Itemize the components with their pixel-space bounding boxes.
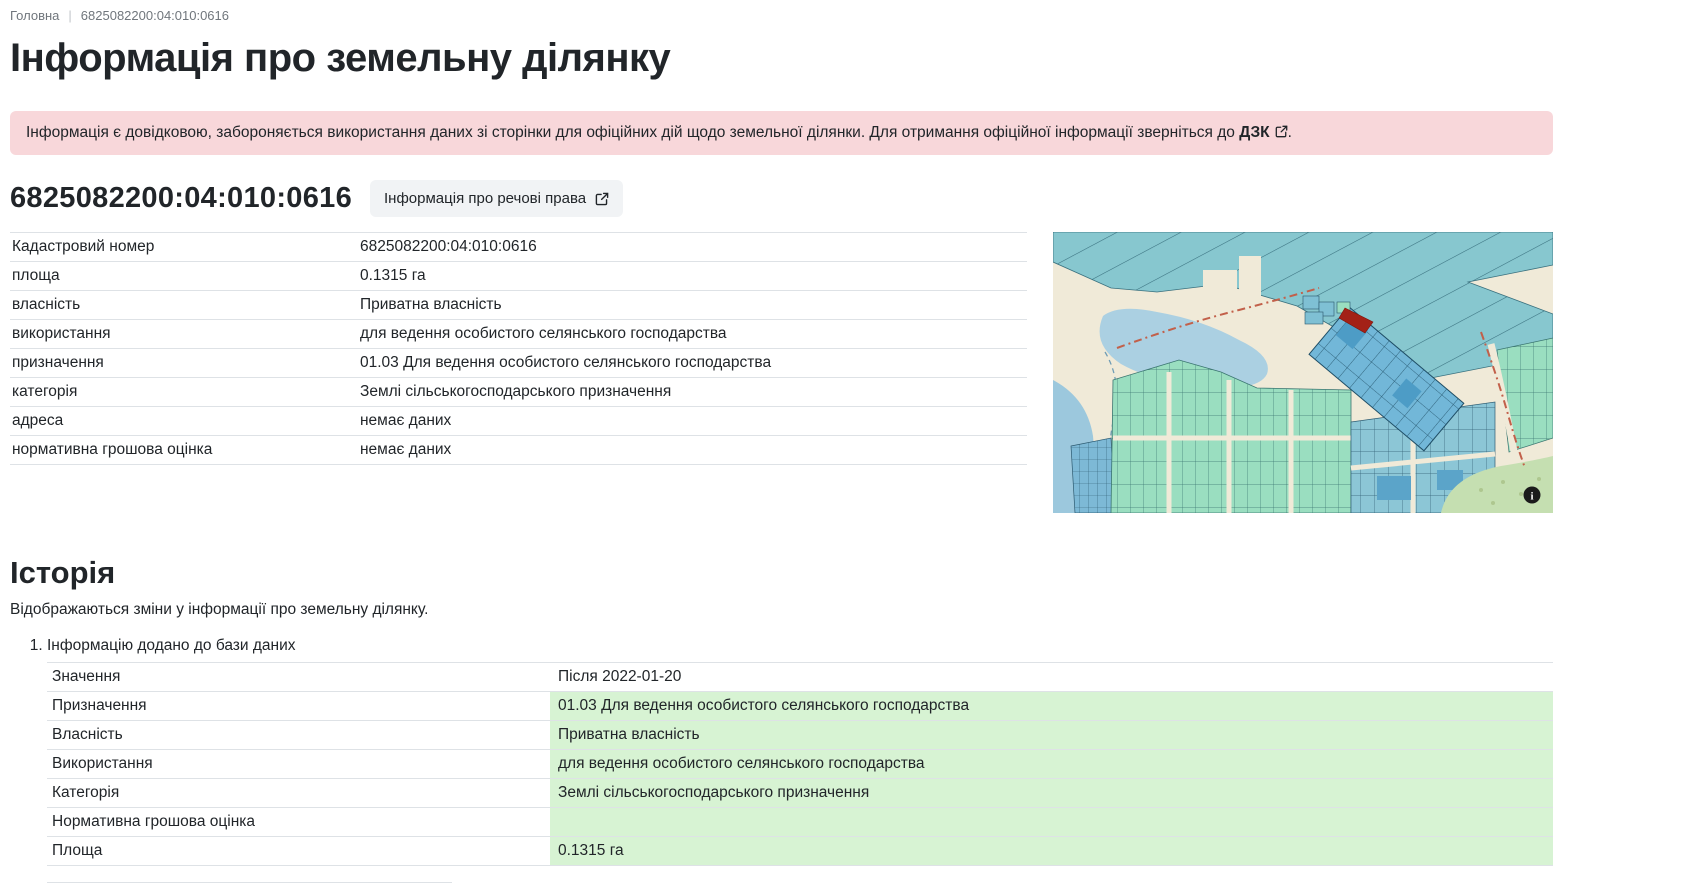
detail-label: призначення — [10, 349, 352, 378]
detail-value: немає даних — [352, 407, 1027, 436]
history-value — [550, 808, 1553, 837]
history-label: Нормативна грошова оцінка — [47, 808, 550, 837]
history-value: 01.03 Для ведення особистого селянського господарства — [550, 692, 1553, 721]
breadcrumb — [10, 8, 1553, 23]
history-value: Після 2022-01-20 — [550, 663, 1553, 692]
map-info-button[interactable] — [1524, 487, 1541, 504]
history-table — [47, 662, 1553, 866]
table-row — [47, 663, 1553, 692]
map-small-blue-parcels — [1071, 438, 1115, 513]
detail-label: адреса — [10, 407, 352, 436]
table-row — [10, 407, 1027, 436]
detail-value: Землі сільськогосподарського призначення — [352, 378, 1027, 407]
map-blue-cell — [1377, 476, 1411, 500]
breadcrumb-separator: | — [68, 8, 72, 23]
table-row — [10, 320, 1027, 349]
history-entry — [47, 637, 1553, 890]
table-row — [10, 262, 1027, 291]
detail-label: площа — [10, 262, 352, 291]
table-row — [10, 233, 1027, 262]
property-rights-button[interactable]: Інформація про речові права — [370, 180, 623, 217]
history-value: Приватна власність — [550, 721, 1553, 750]
disclaimer-period: . — [1287, 124, 1292, 141]
history-label: Категорія — [47, 779, 550, 808]
page-title: Інформація про земельну ділянку — [10, 36, 671, 80]
history-label: Площа — [47, 837, 550, 866]
disclaimer-banner — [10, 111, 1553, 155]
external-link-icon — [595, 192, 609, 206]
history-label: Власність — [47, 721, 550, 750]
detail-value: для ведення особистого селянського господарства — [352, 320, 1027, 349]
breadcrumb-current: 6825082200:04:010:0616 — [80, 8, 230, 23]
dzk-link[interactable]: ДЗК — [1239, 124, 1287, 141]
page-container — [10, 0, 1553, 890]
history-label: Значення — [47, 663, 550, 692]
map-road-junction — [1239, 256, 1261, 296]
parcel-header — [10, 180, 1553, 217]
detail-value: немає даних — [352, 436, 1027, 465]
breadcrumb-home-link[interactable]: Головна — [10, 8, 60, 23]
history-label: Призначення — [47, 692, 550, 721]
info-icon: i — [1530, 490, 1534, 503]
history-title: Історія — [10, 555, 116, 591]
history-subtitle: Відображаються зміни у інформації про земельну ділянку. — [10, 601, 429, 619]
table-row — [47, 779, 1553, 808]
table-row — [10, 436, 1027, 465]
parcel-details-table — [10, 232, 1027, 465]
next-entry-stub — [47, 882, 452, 890]
table-row — [47, 721, 1553, 750]
table-row — [47, 692, 1553, 721]
table-row — [47, 808, 1553, 837]
detail-value: Приватна власність — [352, 291, 1027, 320]
map-road-junction — [1203, 270, 1237, 296]
history-value: 0.1315 га — [550, 837, 1553, 866]
detail-value: 01.03 Для ведення особистого селянського господарства — [352, 349, 1027, 378]
parcel-content — [10, 232, 1553, 513]
detail-label: використання — [10, 320, 352, 349]
history-value: Землі сільськогосподарського призначення — [550, 779, 1553, 808]
disclaimer-text: Інформація є довідковою, забороняється використання даних зі сторінки для офіційних дій щодо земельної ділянки. Для отримання офіційної інформації зверніться до — [26, 124, 1240, 141]
history-value: для ведення особистого селянського господарства — [550, 750, 1553, 779]
parcel-number: 6825082200:04:010:0616 — [10, 182, 353, 215]
detail-label: нормативна грошова оцінка — [10, 436, 352, 465]
history-label: Використання — [47, 750, 550, 779]
table-row — [10, 349, 1027, 378]
table-row — [47, 837, 1553, 866]
cadastral-map[interactable] — [1053, 232, 1553, 513]
table-row — [10, 378, 1027, 407]
external-link-icon — [1275, 125, 1288, 138]
table-row — [10, 291, 1027, 320]
history-entry-title: 1. Інформацію додано до бази даних — [47, 637, 296, 655]
detail-label: категорія — [10, 378, 352, 407]
detail-label: Кадастровий номер — [10, 233, 352, 262]
detail-label: власність — [10, 291, 352, 320]
detail-value: 0.1315 га — [352, 262, 1027, 291]
cadastral-map-image[interactable] — [1053, 232, 1553, 513]
table-row — [47, 750, 1553, 779]
history-list — [10, 637, 1553, 890]
detail-value: 6825082200:04:010:0616 — [352, 233, 1027, 262]
